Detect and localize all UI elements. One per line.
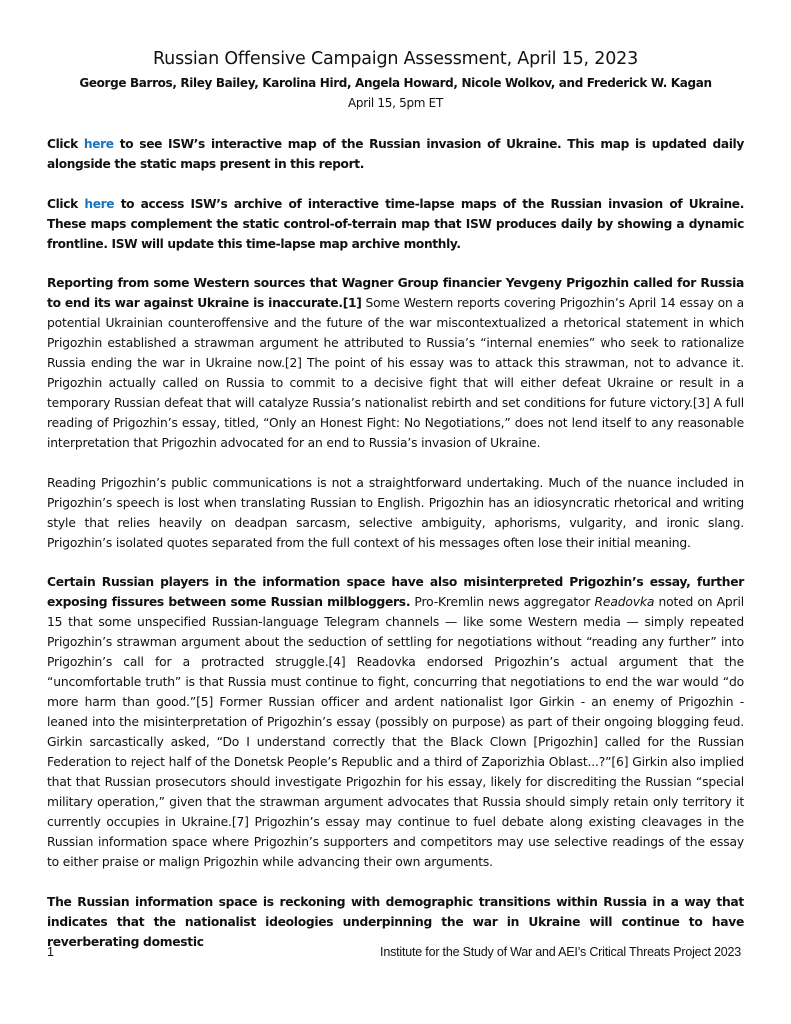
information-space-paragraph [47,572,744,872]
interactive-map-link[interactable]: here [83,137,114,151]
page-number: 1 [47,945,54,959]
author-list: George Barros, Riley Bailey, Karolina Hird, Angela Howard, Nicole Wolkov, and Frederick W. Kagan [79,76,712,90]
paragraph-lead: Certain Russian players in the information space have also misinterpreted Prigozhin’s essay, further exposing fissures between some Russian milbloggers. [47,575,744,609]
time-lapse-archive-link[interactable]: here [84,197,115,211]
interactive-map-paragraph [47,134,744,174]
footer-organization: Institute for the Study of War and AEI’s Critical Threats Project 2023 [380,945,741,959]
paragraph-lead: The Russian information space is reckoning with demographic transitions within Russia in a way that indicates that the nationalist ideologies underpinning the war in Ukraine will continue to have reverberating domestic [47,895,744,949]
paragraph-text: Click [47,197,85,211]
readovka-name: Readovka [594,595,655,609]
paragraph-text: to see ISW’s interactive map of the Russian invasion of Ukraine. This map is updated daily alongside the static maps present in this report. [47,137,744,171]
reading-prigozhin-paragraph [47,473,744,553]
paragraph-text: Reading Prigozhin’s public communications is not a straightforward undertaking. Much of the nuance included in Prigozhin’s speech is lost when translating Russian to English. Prigozhin has an idiosyncratic rhetorical and writing style that relies heavily on deadpan sarcasm, selective ambiguity, aphorisms, vulgarity, and ironic slang. Prigozhin’s isolated quotes separated from the full context of his messages often lose their initial meaning. [47,476,744,550]
paragraph-text: Click [47,137,84,151]
paragraph-text: noted on April 15 that some unspecified Russian-language Telegram channels — like some Western media — simply repeated Prigozhin’s strawman argument about the seduction of settling for negotiations without “reading any further” into Prigozhin’s call for a protracted struggle.[4] Readovka endorsed Prigozhin’s actual argument that the “uncomfortable truth” is that Russia must continue to fight, concurring that negotiations to end the war would “do more harm than good.”[5] Former Russian officer and ardent nationalist Igor Girkin - an enemy of Prigozhin - leaned into the misinterpretation of Prigozhin’s essay (possibly on purpose) as part of their ongoing blogging feud. Girkin sarcastically asked, “Do I understand correctly that the Black Clown [Prigozhin] called for the Russian Federation to reject half of the Donetsk People’s Republic and a third of Zaporizhia Oblast...?”[6] Girkin also implied that that Russian prosecutors should investigate Prigozhin for his essay, likely for discrediting the Russian “special military operation,” given that the strawman argument advocates that Russia should simply retain only territory it currently occupies in Ukraine.[7] Prigozhin’s essay may continue to fuel debate along existing cleavages in the Russian information space where Prigozhin’s supporters and competitors may use selective readings of the essay to either praise or malign Prigozhin while advancing their own arguments. [47,595,744,869]
prigozhin-essay-paragraph [47,273,744,453]
paragraph-text: Pro-Kremlin news aggregator [410,595,595,609]
paragraph-text: Some Western reports covering Prigozhin’s April 14 essay on a potential Ukrainian counteroffensive and the future of the war miscontextualized a rhetorical statement in which Prigozhin established a strawman argument he attributed to Russia’s “internal enemies” who seek to rationalize Russia ending the war in Ukraine now.[2] The point of his essay was to attack this strawman, not to advance it. Prigozhin actually called on Russia to commit to a decisive fight that will either defeat Ukraine or result in a temporary Russian defeat that will catalyze Russia’s nationalist rebirth and set conditions for future victory.[3] A full reading of Prigozhin’s essay, titled, “Only an Honest Fight: No Negotiations,” does not lend itself to any reasonable interpretation that Prigozhin advocated for an end to Russia’s invasion of Ukraine. [47,296,744,450]
paragraph-lead: Reporting from some Western sources that Wagner Group financier Yevgeny Prigozhin called for Russia to end its war against Ukraine is inaccurate.[1] [47,276,744,310]
report-dateline: April 15, 5pm ET [347,96,443,110]
paragraph-text: to access ISW’s archive of interactive time-lapse maps of the Russian invasion of Ukraine. These maps complement the static control-of-terrain map that ISW produces daily by showing a dynamic frontline. ISW will update this time-lapse map archive monthly. [47,197,744,251]
report-title: Russian Offensive Campaign Assessment, April 15, 2023 [153,49,638,69]
demographic-transitions-paragraph [47,892,744,952]
time-lapse-archive-paragraph [47,194,744,254]
